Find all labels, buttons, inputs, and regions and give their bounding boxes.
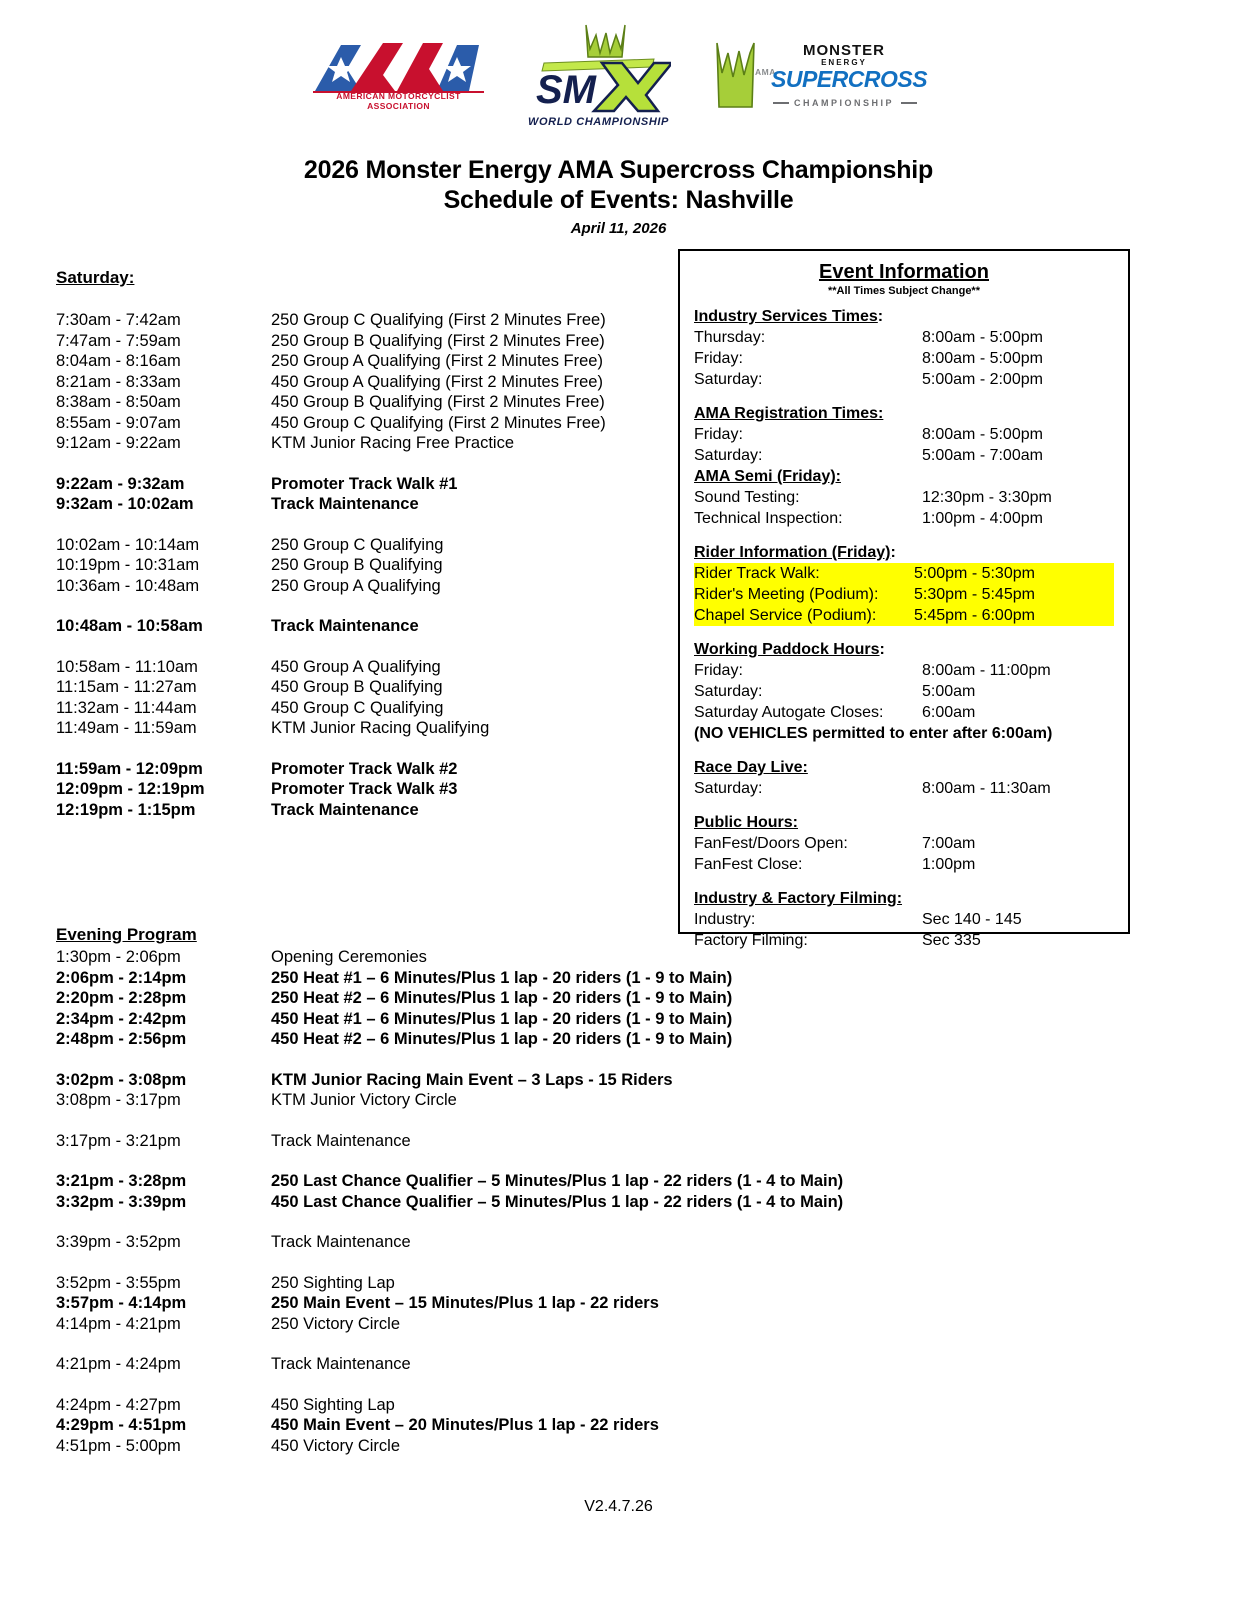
schedule-row-time: 3:17pm - 3:21pm <box>56 1131 181 1150</box>
schedule-row <box>56 413 656 434</box>
schedule-row-description: Promoter Track Walk #3 <box>271 780 458 798</box>
info-section-heading <box>694 888 1114 909</box>
schedule-row <box>56 535 656 556</box>
info-row <box>694 660 1114 681</box>
info-row-label: Rider's Meeting (Podium): <box>694 586 879 603</box>
info-section-note: (NO VEHICLES permitted to enter after 6:00am) <box>694 725 1053 742</box>
schedule-row-time: 8:38am - 8:50am <box>56 393 181 411</box>
page-title <box>0 155 1237 237</box>
schedule-row <box>56 433 656 454</box>
schedule-row-description: 250 Group B Qualifying <box>271 556 443 574</box>
schedule-row <box>56 1232 1056 1253</box>
schedule-row-time: 2:34pm - 2:42pm <box>56 1009 187 1028</box>
monster-claw-icon <box>711 39 757 111</box>
info-section-heading <box>694 542 1114 563</box>
info-row-label: Industry: <box>694 911 756 928</box>
schedule-row-description: 250 Group C Qualifying (First 2 Minutes Free) <box>271 311 606 329</box>
schedule-row <box>56 1415 1056 1436</box>
evening-program-rows <box>56 947 1056 1456</box>
schedule-row-description: Opening Ceremonies <box>271 948 427 966</box>
schedule-group-spacer <box>56 454 656 474</box>
schedule-row-time: 7:30am - 7:42am <box>56 311 181 329</box>
schedule-row-time: 8:04am - 8:16am <box>56 352 181 370</box>
schedule-row-description: Track Maintenance <box>271 1355 411 1373</box>
schedule-row-time: 7:47am - 7:59am <box>56 331 181 350</box>
info-row <box>694 445 1114 466</box>
schedule-row <box>56 1009 1056 1030</box>
info-row-label: Friday: <box>694 662 743 679</box>
info-section-heading <box>694 466 1114 487</box>
schedule-group-spacer <box>56 637 656 657</box>
schedule-row-description: KTM Junior Racing Qualifying <box>271 719 490 737</box>
schedule-row-description: KTM Junior Racing Main Event – 3 Laps - 15 Riders <box>271 1070 673 1089</box>
info-row-value: 12:30pm - 3:30pm <box>922 489 1052 506</box>
event-information-sections <box>694 306 1114 951</box>
info-row-value: 8:00am - 5:00pm <box>922 350 1043 367</box>
info-row-label: Sound Testing: <box>694 489 800 506</box>
info-row-value: 5:30pm - 5:45pm <box>914 586 1035 603</box>
info-row-value: 8:00am - 5:00pm <box>922 329 1043 346</box>
schedule-row-time: 3:57pm - 4:14pm <box>56 1294 187 1312</box>
info-row <box>694 681 1114 702</box>
info-section-heading-text: Industry & Factory Filming: <box>694 890 903 907</box>
info-row-label: FanFest/Doors Open: <box>694 835 848 852</box>
evening-program-heading: Evening Program <box>56 925 197 944</box>
info-row <box>694 854 1114 875</box>
schedule-row-description: 450 Group C Qualifying <box>271 698 444 717</box>
info-row-value: 8:00am - 11:00pm <box>922 662 1051 679</box>
championship-text: CHAMPIONSHIP <box>793 98 894 108</box>
schedule-row-description: Track Maintenance <box>271 617 419 635</box>
monster-text: MONSTER <box>803 42 885 59</box>
schedule-row-time: 8:55am - 9:07am <box>56 413 181 432</box>
schedule-row <box>56 800 656 821</box>
info-row-value: Sec 335 <box>922 932 981 949</box>
schedule-row <box>56 759 656 780</box>
schedule-row <box>56 718 656 739</box>
schedule-row-time: 11:49am - 11:59am <box>56 719 197 737</box>
info-row-label: Saturday: <box>694 371 763 388</box>
title-line-1: 2026 Monster Energy AMA Supercross Championship <box>303 156 934 184</box>
info-row-label: Factory Filming: <box>694 932 808 949</box>
schedule-row-description: Track Maintenance <box>271 800 419 819</box>
event-information-title: Event Information <box>818 261 989 283</box>
schedule-group-spacer <box>56 515 656 535</box>
schedule-row-time: 4:51pm - 5:00pm <box>56 1436 181 1455</box>
schedule-row-description: 250 Last Chance Qualifier – 5 Minutes/Plus 1 lap - 22 riders (1 - 4 to Main) <box>271 1172 844 1190</box>
info-section-spacer <box>694 744 1114 757</box>
schedule-row-description: 450 Group A Qualifying (First 2 Minutes Free) <box>271 372 603 391</box>
info-row-value: 6:00am <box>922 704 976 721</box>
info-row <box>694 563 1114 584</box>
schedule-row-description: 450 Victory Circle <box>271 1436 400 1455</box>
schedule-group-spacer <box>56 1050 1056 1070</box>
schedule-row <box>56 576 656 597</box>
schedule-row <box>56 1131 1056 1152</box>
info-row-value: 7:00am <box>922 835 976 852</box>
info-row-value: Sec 140 - 145 <box>922 911 1022 928</box>
info-section-heading-text: Race Day Live: <box>694 759 808 776</box>
schedule-row <box>56 372 656 393</box>
schedule-row <box>56 779 656 800</box>
schedule-row <box>56 1171 1056 1192</box>
info-section-heading <box>694 812 1114 833</box>
info-section-heading <box>694 403 1114 424</box>
monster-claw-icon <box>586 25 625 57</box>
schedule-row-time: 3:21pm - 3:28pm <box>56 1172 187 1190</box>
smx-logo <box>526 23 671 128</box>
schedule-row-time: 3:52pm - 3:55pm <box>56 1273 181 1292</box>
schedule-row-time: 10:48am - 10:58am <box>56 617 203 635</box>
info-row <box>694 702 1114 723</box>
info-row <box>694 605 1114 626</box>
schedule-row-time: 4:14pm - 4:21pm <box>56 1314 181 1333</box>
info-section-spacer <box>694 799 1114 812</box>
schedule-row-time: 3:02pm - 3:08pm <box>56 1070 187 1089</box>
schedule-row-description: Track Maintenance <box>271 1131 411 1150</box>
schedule-row-time: 2:48pm - 2:56pm <box>56 1030 187 1048</box>
info-row-value: 5:00am <box>922 683 976 700</box>
info-row <box>694 348 1114 369</box>
schedule-row-description: 450 Group B Qualifying <box>271 678 443 696</box>
schedule-row-description: 250 Group A Qualifying <box>271 576 441 595</box>
info-section-heading-text: AMA Semi (Friday): <box>694 468 841 485</box>
schedule-row-time: 4:24pm - 4:27pm <box>56 1395 181 1414</box>
schedule-row-time: 3:32pm - 3:39pm <box>56 1192 187 1211</box>
schedule-row-time: 3:08pm - 3:17pm <box>56 1091 181 1109</box>
schedule-row-description: KTM Junior Victory Circle <box>271 1091 457 1109</box>
info-section-spacer <box>694 626 1114 639</box>
schedule-row-time: 4:21pm - 4:24pm <box>56 1355 181 1373</box>
schedule-row-description: 450 Last Chance Qualifier – 5 Minutes/Plus 1 lap - 22 riders (1 - 4 to Main) <box>271 1192 844 1211</box>
schedule-row-time: 12:19pm - 1:15pm <box>56 800 196 819</box>
info-row <box>694 487 1114 508</box>
footer-version: V2.4.7.26 <box>584 1498 653 1515</box>
schedule-row <box>56 1395 1056 1416</box>
schedule-row-time: 9:12am - 9:22am <box>56 434 181 452</box>
info-row-label: Friday: <box>694 350 743 367</box>
info-section-heading-text: Working Paddock Hours <box>694 641 880 658</box>
schedule-row-description: 250 Sighting Lap <box>271 1273 395 1292</box>
info-row-label: Saturday Autogate Closes: <box>694 704 884 721</box>
info-section-heading-suffix: : <box>890 544 896 561</box>
info-row-label: Friday: <box>694 426 743 443</box>
ama-logo-caption: AMERICAN MOTORCYCLIST ASSOCIATION <box>336 91 461 111</box>
smx-logo-caption: WORLD CHAMPIONSHIP <box>528 115 669 128</box>
schedule-row-description: Track Maintenance <box>271 495 419 513</box>
info-row-label: Saturday: <box>694 780 763 797</box>
schedule-row-description: 450 Heat #1 – 6 Minutes/Plus 1 lap - 20 riders (1 - 9 to Main) <box>271 1009 733 1028</box>
info-row-value: 1:00pm - 4:00pm <box>922 510 1043 527</box>
info-row-value: 8:00am - 11:30am <box>922 780 1051 797</box>
schedule-row-description: Promoter Track Walk #1 <box>271 474 458 493</box>
event-information-subtitle: **All Times Subject Change** <box>827 285 980 297</box>
schedule-row-time: 2:20pm - 2:28pm <box>56 989 187 1007</box>
info-row-value: 8:00am - 5:00pm <box>922 426 1043 443</box>
smx-logo-mark <box>526 23 671 115</box>
info-row-label: Chapel Service (Podium): <box>694 607 877 624</box>
info-row <box>694 778 1114 799</box>
saturday-schedule-rows <box>56 310 656 820</box>
schedule-row <box>56 310 656 331</box>
schedule-group-spacer <box>56 1253 1056 1273</box>
schedule-row <box>56 1354 1056 1375</box>
schedule-row-description: 250 Victory Circle <box>271 1314 400 1333</box>
schedule-group-spacer <box>56 1375 1056 1395</box>
schedule-row-description: 450 Group B Qualifying (First 2 Minutes Free) <box>271 393 605 411</box>
schedule-row-description: KTM Junior Racing Free Practice <box>271 434 514 452</box>
schedule-row-time: 2:06pm - 2:14pm <box>56 968 187 987</box>
info-section-spacer <box>694 529 1114 542</box>
schedule-row <box>56 555 656 576</box>
schedule-group-spacer <box>56 739 656 759</box>
schedule-row-description: 450 Group A Qualifying <box>271 657 441 676</box>
schedule-row <box>56 1293 1056 1314</box>
info-row-label: Rider Track Walk: <box>694 565 820 582</box>
event-date: April 11, 2026 <box>570 220 667 237</box>
schedule-row-time: 9:32am - 10:02am <box>56 495 194 513</box>
info-row <box>694 909 1114 930</box>
schedule-row-time: 9:22am - 9:32am <box>56 474 185 493</box>
schedule-row <box>56 698 656 719</box>
supercross-text: SUPERCROSS <box>771 66 928 92</box>
saturday-schedule <box>56 268 656 820</box>
info-section-heading-text: Public Hours: <box>694 814 799 831</box>
schedule-row-description: 250 Main Event – 15 Minutes/Plus 1 lap - 22 riders <box>271 1294 659 1312</box>
info-row <box>694 930 1114 951</box>
schedule-row-description: 450 Heat #2 – 6 Minutes/Plus 1 lap - 20 riders (1 - 9 to Main) <box>271 1030 733 1048</box>
schedule-row-description: 450 Sighting Lap <box>271 1395 395 1414</box>
schedule-row <box>56 331 656 352</box>
logo-bar <box>0 10 1237 140</box>
schedule-row-description: 250 Heat #1 – 6 Minutes/Plus 1 lap - 20 riders (1 - 9 to Main) <box>271 968 733 987</box>
info-row-label: Thursday: <box>694 329 766 346</box>
info-row-label: Saturday: <box>694 683 763 700</box>
schedule-row-description: Track Maintenance <box>271 1233 411 1251</box>
schedule-row-time: 3:39pm - 3:52pm <box>56 1233 181 1251</box>
info-row-value: 5:00pm - 5:30pm <box>914 565 1035 582</box>
info-section-spacer <box>694 390 1114 403</box>
schedule-row <box>56 351 656 372</box>
svg-text:SM: SM <box>536 67 596 112</box>
info-row-label: Technical Inspection: <box>694 510 843 527</box>
schedule-row <box>56 1314 1056 1335</box>
schedule-row-time: 8:21am - 8:33am <box>56 372 181 391</box>
supercross-ama-text: AMA <box>755 67 776 77</box>
title-line-2: Schedule of Events: Nashville <box>443 186 794 214</box>
schedule-row <box>56 1070 1056 1091</box>
info-row-value: 5:45pm - 6:00pm <box>914 607 1035 624</box>
info-section-heading <box>694 639 1114 660</box>
info-section-heading-text: Industry Services Times <box>694 308 878 325</box>
schedule-row <box>56 392 656 413</box>
schedule-row <box>56 616 656 637</box>
info-row <box>694 584 1114 605</box>
info-row <box>694 369 1114 390</box>
info-row <box>694 833 1114 854</box>
info-row-value: 5:00am - 7:00am <box>922 447 1043 464</box>
schedule-row-description: 450 Main Event – 20 Minutes/Plus 1 lap - 22 riders <box>271 1416 659 1434</box>
info-section-heading-suffix: : <box>879 641 885 658</box>
schedule-group-spacer <box>56 1334 1056 1354</box>
ama-logo <box>311 39 486 111</box>
info-section-heading-suffix: : <box>877 308 884 325</box>
schedule-row-time: 10:19pm - 10:31am <box>56 556 200 574</box>
schedule-row-time: 10:02am - 10:14am <box>56 535 200 554</box>
schedule-row-description: 250 Group B Qualifying (First 2 Minutes Free) <box>271 331 605 350</box>
info-section-heading <box>694 306 1114 327</box>
info-row <box>694 508 1114 529</box>
schedule-group-spacer <box>56 596 656 616</box>
schedule-row <box>56 494 656 515</box>
schedule-row-time: 11:59am - 12:09pm <box>56 759 203 778</box>
schedule-row-time: 10:36am - 10:48am <box>56 576 200 595</box>
info-section-heading-text: AMA Registration Times: <box>694 405 884 422</box>
info-section-spacer <box>694 875 1114 888</box>
schedule-row-time: 4:29pm - 4:51pm <box>56 1416 187 1434</box>
info-section-heading <box>694 757 1114 778</box>
supercross-logo <box>711 36 926 114</box>
info-row-value: 1:00pm <box>922 856 976 873</box>
info-row-label: FanFest Close: <box>694 856 803 873</box>
schedule-row <box>56 1090 1056 1111</box>
energy-text: ENERGY <box>821 58 867 67</box>
schedule-row <box>56 968 1056 989</box>
schedule-row <box>56 1273 1056 1294</box>
schedule-row <box>56 474 656 495</box>
schedule-row <box>56 1029 1056 1050</box>
schedule-row-time: 11:32am - 11:44am <box>56 698 197 717</box>
schedule-row <box>56 677 656 698</box>
schedule-row-description: 450 Group C Qualifying (First 2 Minutes Free) <box>271 413 606 432</box>
schedule-row-time: 1:30pm - 2:06pm <box>56 948 181 966</box>
schedule-row-description: 250 Group A Qualifying (First 2 Minutes Free) <box>271 352 603 370</box>
schedule-row-description: 250 Heat #2 – 6 Minutes/Plus 1 lap - 20 riders (1 - 9 to Main) <box>271 989 733 1007</box>
schedule-row <box>56 1192 1056 1213</box>
schedule-row <box>56 657 656 678</box>
schedule-row <box>56 988 1056 1009</box>
schedule-row-description: Promoter Track Walk #2 <box>271 759 458 778</box>
evening-program <box>56 925 1056 1456</box>
schedule-row-description: 250 Group C Qualifying <box>271 535 444 554</box>
event-information-box <box>678 249 1130 949</box>
schedule-group-spacer <box>56 1151 1056 1171</box>
schedule-row-time: 10:58am - 11:10am <box>56 657 198 676</box>
info-section-heading-text: Rider Information (Friday) <box>694 544 891 561</box>
schedule-group-spacer <box>56 1111 1056 1131</box>
ama-logo-mark <box>311 39 486 99</box>
info-row <box>694 424 1114 445</box>
schedule-row <box>56 1436 1056 1457</box>
supercross-wordmark <box>755 42 928 108</box>
info-row <box>694 327 1114 348</box>
info-row-value: 5:00am - 2:00pm <box>922 371 1043 388</box>
schedule-row-time: 11:15am - 11:27am <box>56 678 197 696</box>
schedule-row-time: 12:09pm - 12:19pm <box>56 780 205 798</box>
saturday-heading: Saturday: <box>56 268 135 287</box>
info-row-label: Saturday: <box>694 447 763 464</box>
schedule-group-spacer <box>56 1212 1056 1232</box>
